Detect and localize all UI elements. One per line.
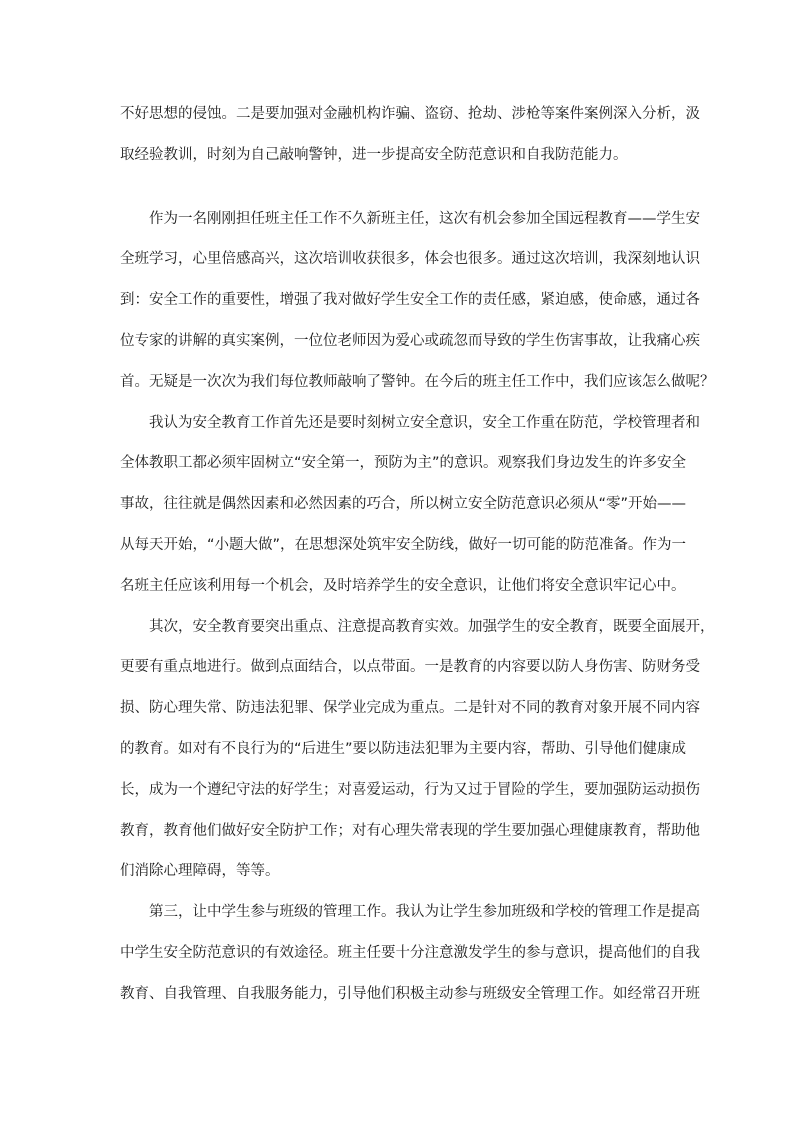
text-line: 的教育。如对有不良行为的“后进生”要以防违法犯罪为主要内容，帮助、引导他们健康成 [120, 741, 687, 757]
text-line: 事故，往往就是偶然因素和必然因素的巧合，所以树立安全防范意识必须从“零”开始—— [120, 496, 687, 512]
text-line: 中学生安全防范意识的有效途径。班主任要十分注意激发学生的参与意识，提高他们的自我 [120, 945, 700, 961]
text-line: 到：安全工作的重要性，增强了我对做好学生安全工作的责任感，紧迫感，使命感，通过各 [120, 292, 700, 308]
text-line: 从每天开始，“小题大做”，在思想深处筑牢安全防线，做好一切可能的防范准备。作为一 [120, 537, 687, 553]
text-line: 第三，让中学生参与班级的管理工作。我认为让学生参加班级和学校的管理工作是提高 [149, 904, 700, 920]
text-line: 我认为安全教育工作首先还是要时刻树立安全意识，安全工作重在防范，学校管理者和 [149, 415, 700, 431]
text-line: 长，成为一个遵纪守法的好学生；对喜爱运动，行为又过于冒险的学生，要加强防运动损伤 [120, 782, 700, 798]
text-line: 教育，教育他们做好安全防护工作；对有心理失常表现的学生要加强心理健康教育，帮助他 [120, 823, 700, 839]
text-line: 位专家的讲解的真实案例，一位位老师因为爱心或疏忽而导致的学生伤害事故，让我痛心疾 [120, 333, 700, 349]
text-line: 不好思想的侵蚀。二是要加强对金融机构诈骗、盗窃、抢劫、涉枪等案件案例深入分析，汲 [120, 106, 700, 122]
text-line: 首。无疑是一次次为我们每位教师敲响了警钟。在今后的班主任工作中，我们应该怎么做呢？ [120, 374, 715, 390]
text-line: 更要有重点地进行。做到点面结合，以点带面。一是教育的内容要以防人身伤害、防财务受 [120, 659, 700, 675]
text-line: 取经验教训，时刻为自己敲响警钟，进一步提高安全防范意识和自我防范能力。 [120, 147, 628, 163]
text-line: 全体教职工都必须牢固树立“安全第一，预防为主”的意识。观察我们身边发生的许多安全 [120, 455, 687, 471]
text-line: 其次，安全教育要突出重点、注意提高教育实效。加强学生的安全教育，既要全面展开， [149, 619, 715, 635]
text-line: 作为一名刚刚担任班主任工作不久新班主任，这次有机会参加全国远程教育——学生安 [149, 211, 700, 227]
text-line: 名班主任应该利用每一个机会，及时培养学生的安全意识，让他们将安全意识牢记心中。 [120, 578, 686, 594]
text-line: 教育、自我管理、自我服务能力，引导他们积极主动参与班级安全管理工作。如经常召开班 [120, 986, 700, 1002]
text-line: 全班学习，心里倍感高兴，这次培训收获很多，体会也很多。通过这次培训，我深刻地认识 [120, 251, 700, 267]
text-line: 们消除心理障碍，等等。 [120, 863, 280, 879]
text-line: 损、防心理失常、防违法犯罪、保学业完成为重点。二是针对不同的教育对象开展不同内容 [120, 700, 700, 716]
